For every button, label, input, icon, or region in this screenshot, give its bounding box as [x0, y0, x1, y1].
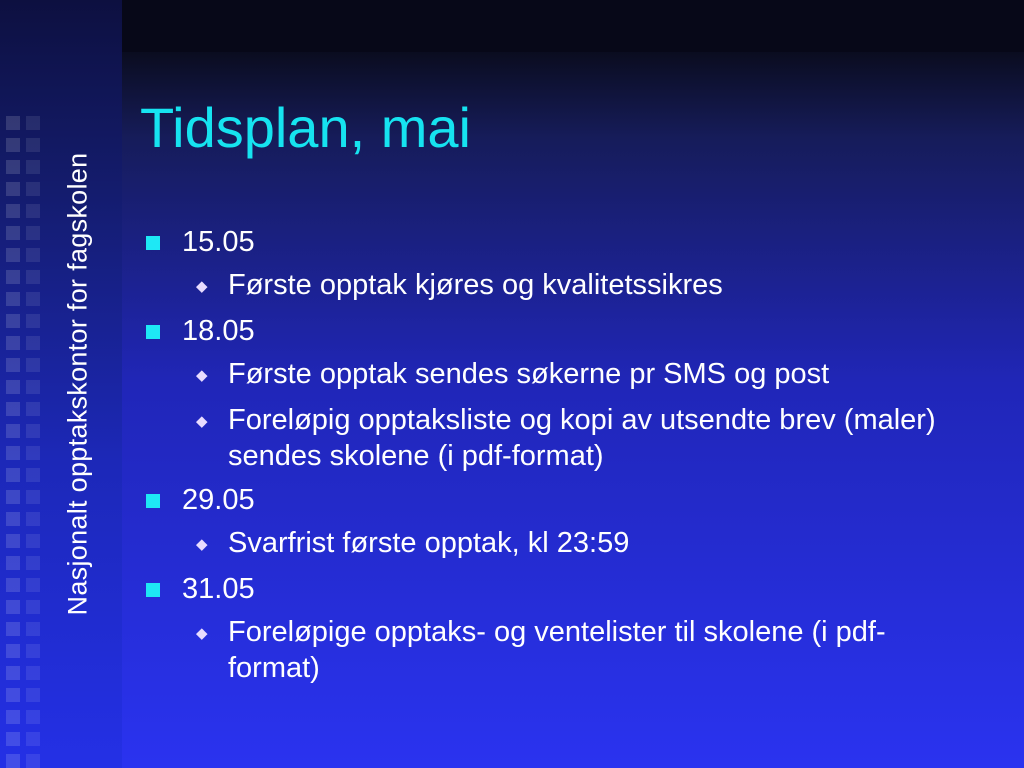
date-label: 29.05 [182, 484, 255, 516]
date-bullet-row [146, 224, 1006, 260]
sub-bullet-row [196, 614, 1006, 686]
sub-bullet-row [196, 525, 1006, 563]
date-bullet-row [146, 482, 1006, 518]
sidebar [0, 0, 122, 768]
list-item [146, 224, 1006, 305]
sub-bullet-text: Første opptak kjøres og kvalitetssikres [228, 269, 723, 301]
sub-bullet-text: Første opptak sendes søkerne pr SMS og post [228, 358, 830, 390]
date-label: 15.05 [182, 226, 255, 258]
square-bullet-icon [146, 583, 160, 597]
list-item [146, 571, 1006, 686]
list-item [146, 482, 1006, 563]
date-label: 31.05 [182, 573, 255, 605]
diamond-bullet-icon: ◆ [196, 367, 208, 384]
diamond-bullet-icon: ◆ [196, 278, 208, 295]
square-bullet-icon [146, 236, 160, 250]
sub-bullet-row [196, 402, 1006, 474]
diamond-bullet-icon: ◆ [196, 536, 208, 553]
sidebar-vertical-text: Nasjonalt opptakskontor for fagskolen [62, 152, 93, 616]
sub-bullet-text: Foreløpige opptaks- og ventelister til skolene (i pdf-format) [228, 616, 886, 684]
date-label: 18.05 [182, 315, 255, 347]
sub-bullet-text: Foreløpig opptaksliste og kopi av utsendte brev (maler) sendes skolene (i pdf-format) [228, 404, 936, 472]
sub-bullet-text: Svarfrist første opptak, kl 23:59 [228, 527, 630, 559]
decorative-square-pattern [0, 116, 44, 768]
diamond-bullet-icon: ◆ [196, 625, 208, 642]
date-bullet-row [146, 571, 1006, 607]
square-bullet-icon [146, 494, 160, 508]
slide-title: Tidsplan, mai [140, 96, 471, 159]
bullet-list [146, 224, 1006, 694]
sub-bullet-row [196, 267, 1006, 305]
date-bullet-row [146, 313, 1006, 349]
list-item [146, 313, 1006, 474]
top-band [122, 0, 1024, 52]
square-bullet-icon [146, 325, 160, 339]
sub-bullet-row [196, 356, 1006, 394]
diamond-bullet-icon: ◆ [196, 413, 208, 430]
